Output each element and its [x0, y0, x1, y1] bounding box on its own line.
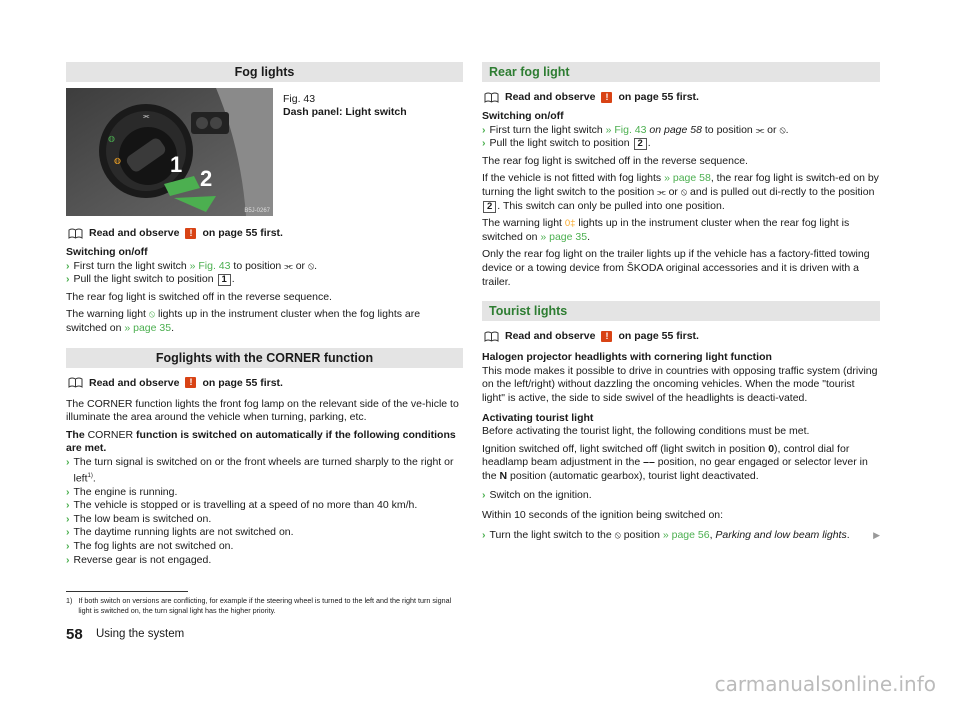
list-item: › Pull the light switch to position 2 . — [482, 137, 651, 150]
position-key: 2 — [483, 201, 496, 213]
left-column — [66, 62, 463, 567]
book-icon — [68, 228, 83, 239]
list-item: › Turn the light switch to the ⦸ position » page 56, Parking and low beam lights. ▶ — [482, 528, 880, 541]
page-number: 58 — [66, 626, 83, 643]
page-link[interactable]: » page 56 — [662, 528, 710, 541]
book-icon — [68, 377, 83, 388]
section-title-corner: Foglights with the CORNER function — [66, 348, 463, 368]
warning-icon: ! — [185, 228, 196, 239]
page-link[interactable]: » page 35 — [124, 321, 172, 334]
footnote-ref[interactable]: 1) — [87, 472, 93, 479]
svg-text:⫘: ⫘ — [143, 112, 150, 120]
fig-link[interactable]: » Fig. 43 — [189, 259, 231, 272]
figure-label: Fig. 43 — [283, 93, 316, 105]
book-icon — [484, 331, 499, 342]
list-item: › First turn the light switch » Fig. 43 to position ⫘ or ⦸. — [66, 259, 318, 272]
paragraph: Within 10 seconds of the ignition being switched on: — [482, 509, 724, 522]
warning-icon: ! — [601, 92, 612, 103]
paragraph-auto: The CORNER function is switched on automatically if the following conditions are met. — [66, 428, 456, 455]
rear-fog-warning-icon: 0‡ — [564, 218, 576, 230]
list-item: › Pull the light switch to position 1 . — [66, 273, 235, 286]
paragraph: Before activating the tourist light, the following conditions must be met. — [482, 425, 810, 438]
section-title-rear-fog: Rear fog light — [482, 62, 880, 82]
read-observe-1: Read and observe ! on page 55 first. — [68, 226, 463, 240]
svg-text:◍: ◍ — [108, 134, 115, 143]
list-item: › First turn the light switch » Fig. 43 on page 58 to position ⫘ or ⦸. — [482, 123, 789, 136]
position-key: 2 — [634, 138, 647, 150]
warning-icon: ! — [601, 331, 612, 342]
fog-position-icon: ⫘ — [284, 260, 293, 272]
section-title-tourist: Tourist lights — [482, 301, 880, 321]
svg-text:2: 2 — [200, 166, 213, 191]
list-item: › The fog lights are not switched on. — [66, 540, 234, 552]
list-item: › The turn signal is switched on or the front wheels are turned sharply to the right or left$^{1)}$. — [66, 455, 454, 485]
figure-43 — [66, 88, 463, 216]
figure-caption-text: Dash panel: Light switch — [283, 106, 407, 118]
footnote-text: If both switch on versions are conflicting, for example if the steering wheel is turned to the left and the right turn signal light is switched on, the turn signal light has the higher priority. — [78, 596, 452, 615]
switching-heading: Switching on/off — [482, 110, 564, 122]
read-observe-4: Read and observe ! on page 55 first. — [484, 329, 880, 343]
svg-text:1: 1 — [170, 152, 183, 177]
list-item: › The vehicle is stopped or is travelling at a speed of no more than 40 km/h. — [66, 499, 418, 512]
fog-light-warning-icon: ⦸ — [148, 309, 156, 321]
paragraph: The rear fog light is switched off in the reverse sequence. — [482, 154, 748, 167]
footnote-divider — [66, 591, 188, 592]
fig-link[interactable]: » Fig. 43 — [605, 123, 647, 136]
paragraph-no-fog: If the vehicle is not fitted with fog lights » page 58, the rear fog light is switch-ed on by turning the light switch to the position ⫘ or ⦸ and is pulled out di-rectly to the position 2 . This switch can only be pulled into one position. — [482, 172, 879, 212]
figure-code: B5J-0267 — [244, 208, 270, 214]
activating-heading: Activating tourist light — [482, 411, 594, 424]
figure-caption — [283, 88, 407, 216]
paragraph: Only the rear fog light on the trailer lights up if the vehicle has a factory-fitted towing device or a towing device from ŠKODA original accessories and it is driven with a trailer. — [482, 248, 870, 288]
list-item: › The daytime running lights are not switched on. — [66, 526, 294, 539]
paragraph-warning-light: The warning light ⦸ lights up in the instrument cluster when the fog lights are switched on » page 35. — [66, 308, 421, 334]
fog-position-icon: ⫘ — [657, 186, 666, 198]
read-observe-2: Read and observe ! on page 55 first. — [68, 376, 463, 390]
paragraph: This mode makes it possible to drive in countries with opposing traffic system (driving on the left/right) without dazzling the oncoming vehicles. When the mode "tourist light" is active, the side to side swivel of the headlights is deacti-vated. — [482, 364, 878, 404]
section-title-fog-lights: Fog lights — [66, 62, 463, 82]
page-link[interactable]: » page 58 — [664, 172, 711, 185]
low-beam-icon: ⦸ — [680, 186, 688, 198]
paragraph-ignition: Ignition switched off, light switched off (light switch in position 0), control dial for headlamp beam adjustment in the –– position, no gear engaged or selector lever in the N position (automatic gearbox), tourist light deactivated. — [482, 442, 868, 482]
position-key: 1 — [218, 274, 231, 286]
halogen-heading: Halogen projector headlights with cornering light function — [482, 351, 772, 364]
light-switch-image — [66, 88, 273, 216]
footnote-mark: 1) — [66, 596, 73, 605]
paragraph: The CORNER function lights the front fog lamp on the relevant side of the ve-hicle to illuminate the area around the vehicle when turning, parking, etc. — [66, 397, 459, 424]
continue-arrow-icon: ▶ — [873, 529, 880, 540]
paragraph: The rear fog light is switched off in the reverse sequence. — [66, 290, 332, 303]
list-item: › Reverse gear is not engaged. — [66, 553, 212, 566]
list-item: › Switch on the ignition. — [482, 489, 592, 502]
svg-text:◍: ◍ — [114, 156, 121, 165]
list-item: › The engine is running. — [66, 485, 178, 498]
low-beam-icon: ⦸ — [779, 124, 786, 136]
footnote — [66, 596, 466, 615]
watermark: carmanualsonline.info — [714, 672, 936, 696]
warning-icon: ! — [185, 377, 196, 388]
fog-position-icon: ⫘ — [755, 124, 765, 136]
switching-heading: Switching on/off — [66, 246, 148, 258]
read-observe-3: Read and observe ! on page 55 first. — [484, 90, 880, 104]
right-column — [482, 62, 880, 542]
list-item: › The low beam is switched on. — [66, 512, 212, 525]
book-icon — [484, 92, 499, 103]
page-link[interactable]: » page 35 — [540, 230, 588, 243]
paragraph-warning-light: The warning light 0‡ lights up in the instrument cluster when the rear fog light is switched on » page 35. — [482, 217, 850, 243]
light-switch-illustration — [66, 88, 273, 216]
footer-title: Using the system — [96, 628, 185, 640]
low-beam-icon: ⦸ — [614, 529, 621, 541]
low-beam-icon: ⦸ — [307, 260, 315, 272]
